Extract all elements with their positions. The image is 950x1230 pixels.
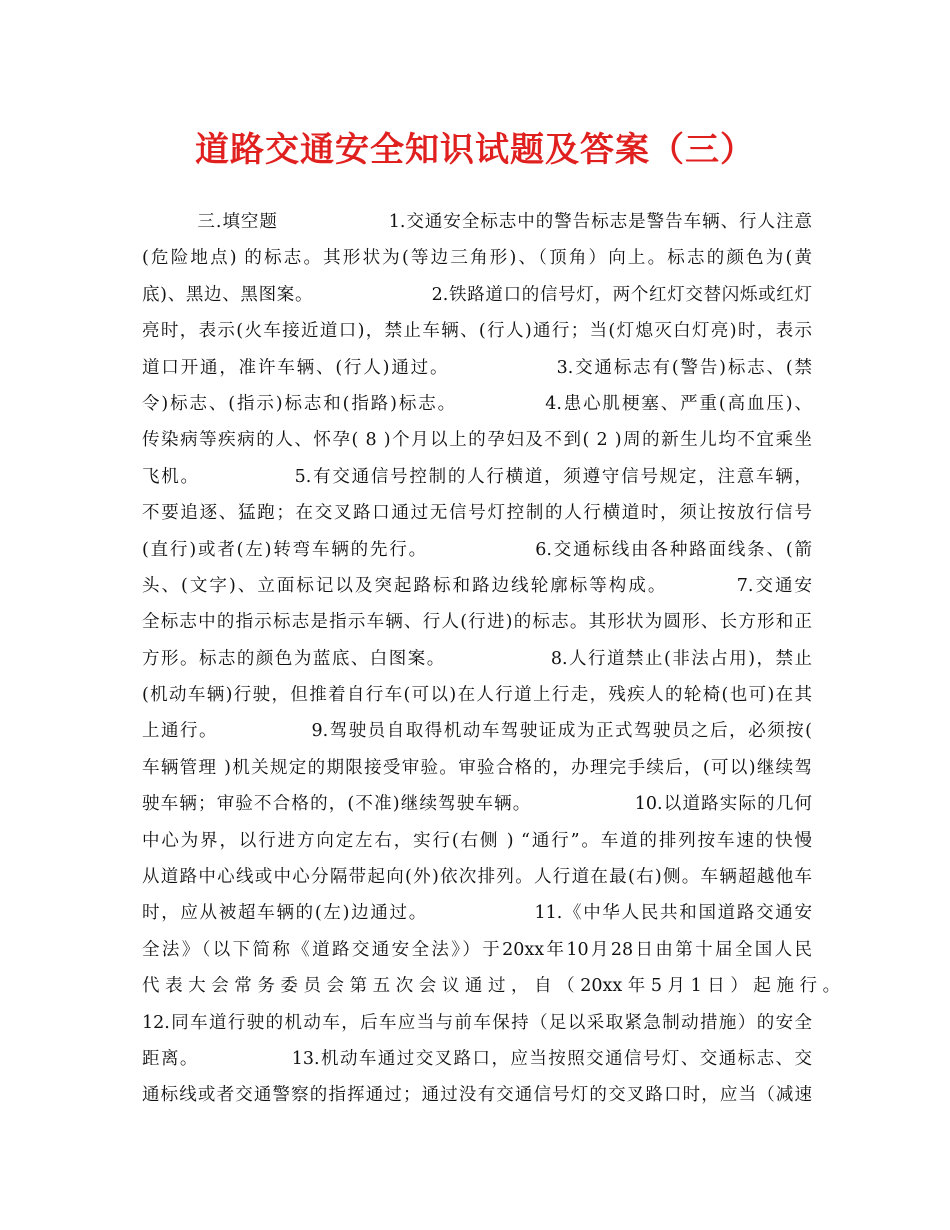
- body-line-text: 底)、黑边、黑图案。 2.铁路道口的信号灯，两个红灯交替闪烁或红灯: [142, 284, 812, 305]
- body-line: [142, 422, 812, 458]
- body-line-text: (危险地点) 的标志。其形状为(等边三角形)、（顶角）向上。标志的颜色为(黄: [142, 248, 812, 269]
- body-line-text: 驶车辆；审验不合格的，(不准)继续驾驶车辆。 10.以道路实际的几何: [142, 794, 812, 815]
- body-line-text: 从道路中心线或中心分隔带起向(外)依次排列。人行道在最(右)侧。车辆超越他车: [142, 867, 812, 888]
- body-line-text: 距离。 13.机动车通过交叉路口，应当按照交通信号灯、交通标志、交: [142, 1048, 812, 1069]
- body-line: [142, 786, 812, 822]
- body-line: [142, 204, 812, 240]
- document-title: 道路交通安全知识试题及答案（三）: [195, 130, 755, 170]
- body-line-text: 不要追逐、猛跑；在交叉路口通过无信号灯控制的人行横道时，须让按放行信号: [142, 503, 812, 524]
- body-line: [142, 750, 812, 786]
- body-line-text: 时，应从被超车辆的(左)边通过。 11.《中华人民共和国道路交通安: [142, 903, 812, 924]
- body-line: [142, 1005, 812, 1041]
- body-line-text: 道口开通，准许车辆、(行人)通过。 3.交通标志有(警告)标志、(禁: [142, 357, 812, 378]
- body-line-text: 中心为界，以行进方向定左右，实行(右侧 ) “通行”。车道的排列按车速的快慢: [142, 830, 812, 851]
- body-line: [142, 932, 812, 968]
- body-line: [142, 532, 812, 568]
- body-line: [142, 895, 812, 931]
- body-line-text: 传染病等疾病的人、怀孕( 8 )个月以上的孕妇及不到( 2 )周的新生儿均不宜乘坐: [142, 430, 812, 451]
- body-line-text: 三.填空题 1.交通安全标志中的警告标志是警告车辆、行人注意: [142, 212, 812, 232]
- body-line: [142, 677, 812, 713]
- body-line-text: 代 表 大 会 常 务 委 员 会 第 五 次 会 议 通 过 ， 自 （ 20xx 年 5 月 1 日 ） 起 施 行 。: [142, 976, 841, 997]
- body-line: [142, 277, 812, 313]
- body-line: [142, 240, 812, 276]
- body-line-text: (直行)或者(左)转弯车辆的先行。 6.交通标线由各种路面线条、(箭: [142, 539, 812, 560]
- body-line: [142, 713, 812, 749]
- body-line-text: 方形。标志的颜色为蓝底、白图案。 8.人行道禁止(非法占用)，禁止: [142, 648, 812, 669]
- body-line-text: 12.同车道行驶的机动车，后车应当与前车保持（足以采取紧急制动措施）的安全: [142, 1012, 812, 1033]
- body-line-text: 亮时，表示(火车接近道口)，禁止车辆、(行人)通行；当(灯熄灭白灯亮)时，表示: [142, 321, 812, 342]
- document-body: [142, 204, 841, 1114]
- body-line: [142, 1041, 812, 1077]
- body-line: [142, 641, 812, 677]
- body-line: [142, 313, 812, 349]
- body-line-text: 全标志中的指示标志是指示车辆、行人(行进)的标志。其形状为圆形、长方形和正: [142, 612, 812, 633]
- body-line-text: 全法》（以下简称《道路交通安全法》）于20xx年10月28日由第十届全国人民: [142, 939, 812, 960]
- body-line: [142, 495, 812, 531]
- body-line-text: 车辆管理 )机关规定的期限接受审验。审验合格的，办理完手续后，(可以)继续驾: [142, 757, 812, 778]
- body-line-text: 上通行。 9.驾驶员自取得机动车驾驶证成为正式驾驶员之后，必须按(: [142, 721, 812, 742]
- body-line-text: 头、(文字)、立面标记以及突起路标和路边线轮廓标等构成。 7.交通安: [142, 575, 812, 596]
- body-line: [142, 459, 812, 495]
- body-line: [142, 350, 812, 386]
- body-line: [142, 968, 841, 1004]
- body-line-text: 令)标志、(指示)标志和(指路)标志。 4.患心肌梗塞、严重(高血压)、: [142, 393, 812, 414]
- body-line-text: 飞机。 5.有交通信号控制的人行横道，须遵守信号规定，注意车辆，: [142, 466, 812, 487]
- body-line: [142, 386, 812, 422]
- body-line: [142, 1077, 812, 1113]
- body-line: [142, 568, 812, 604]
- body-line-text: 通标线或者交通警察的指挥通过；通过没有交通信号灯的交叉路口时，应当（减速: [142, 1085, 812, 1106]
- body-line: [142, 823, 812, 859]
- body-line: [142, 859, 812, 895]
- body-line: [142, 604, 812, 640]
- body-line-text: (机动车辆)行驶，但推着自行车(可以)在人行道上行走，残疾人的轮椅(也可)在其: [142, 685, 812, 706]
